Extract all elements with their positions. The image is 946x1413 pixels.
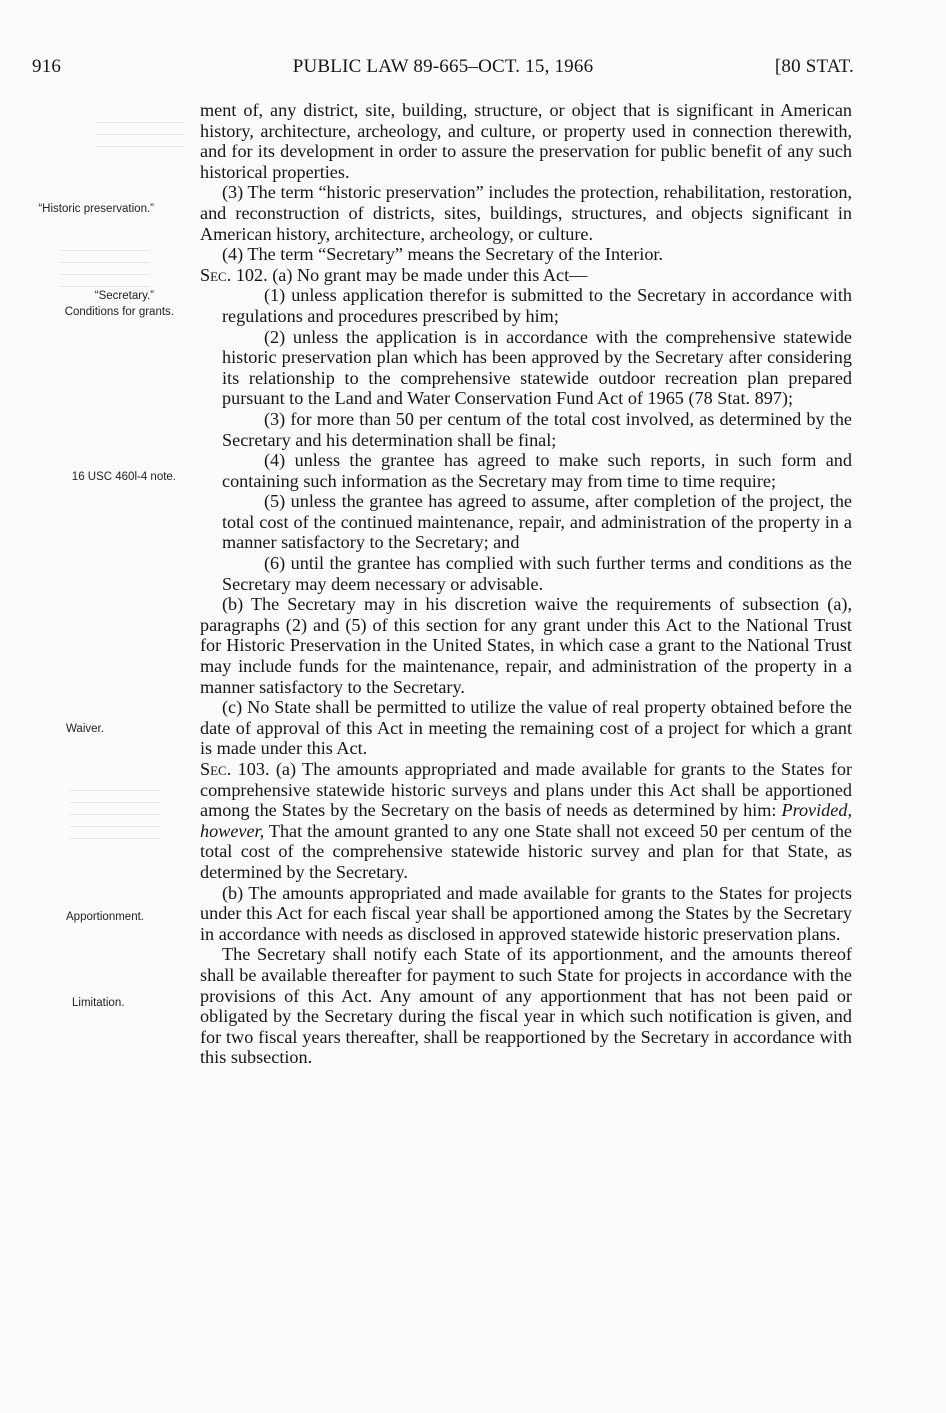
section-103-reapportionment: The Secretary shall notify each State of its apportionment, and the amounts thereof shall be available thereafter for payment to such State for projects in accordance with the provisions of this Act. Any amount of any apportionment that has not been paid or obligated by the Secretary during the fiscal year in which such notification is given, and for two fiscal years thereafter, shall be reapportioned by the Secretary in accordance with this subsection. xyxy=(200,944,852,1068)
running-title: PUBLIC LAW 89-665–OCT. 15, 1966 xyxy=(292,56,594,77)
paragraph-real-property: (c) No State shall be permitted to utilize the value of real property obtained before the date of approval of this Act in meeting the remaining cost of a project for which a grant is made under this Act. xyxy=(200,697,852,759)
margin-note-usc-reference: 16 USC 460l-4 note. xyxy=(71,471,176,483)
page-header xyxy=(32,56,854,82)
margin-note-conditions-for-grants: Conditions for grants. xyxy=(64,306,174,318)
section-label: Sec. xyxy=(200,759,232,779)
section-103-paragraph-a: Sec. 103. (a) The amounts appropriated and made available for grants to the States for comprehensive statewide historic surveys and plans under this Act shall be apportioned among the States by the Secretary on the basis of needs as determined by him: Provided, however, That the amount granted to any one State shall not exceed 50 per centum of the total cost of the comprehensive statewide historic survey and plan for that State, as determined by the Secretary. xyxy=(200,759,853,882)
statute-volume: [80 STAT. xyxy=(774,56,854,77)
paragraph-historic-preservation-definition: (3) The term “historic preservation” includes the protection, rehabilitation, restoration, and reconstruction of districts, sites, buildings, structures, and objects significant in American history, architecture, archeology, or culture. xyxy=(200,182,852,244)
section-103-paragraph-b: (b) The amounts appropriated and made available for grants to the States for projects under this Act for each fiscal year shall be apportioned among the States by the Secretary in accordance with needs as disclosed in approved statewide historic preservation plans. xyxy=(200,882,852,944)
list-item: (2) unless the application is in accordance with the comprehensive statewide historic preservation plan which has been approved by the Secretary after considering its relationship to the comprehensive statewide outdoor recreation plan prepared pursuant to the Land and Water Conservation Fund Act of 1965 (78 Stat. 897); xyxy=(222,326,852,409)
section-label: Sec. xyxy=(200,264,232,285)
paragraph-continuation: ment of, any district, site, building, structure, or object that is significant in American history, architecture, archeology, and culture, or property used in connection therewith, and for its development in order to assure the preservation for public benefit of any such historical properties. xyxy=(200,100,852,182)
margin-note-limitation: Limitation. xyxy=(72,997,125,1009)
margin-note-historic-preservation: “Historic preservation.” xyxy=(38,203,154,215)
list-item: (6) until the grantee has complied with such further terms and conditions as the Secretary may deem necessary or advisable. xyxy=(222,553,852,594)
margin-note-apportionment: Apportionment. xyxy=(66,911,144,923)
margin-note-waiver: Waiver. xyxy=(66,723,104,735)
paragraph-waiver: (b) The Secretary may in his discretion waive the requirements of subsection (a), paragraphs (2) and (5) of this section for any grant under this Act to the National Trust for Historic Preservation in the United States, in which case a grant to the National Trust may include funds for the maintenance, repair, and administration of the property in a manner satisfactory to the Secretary. xyxy=(200,594,852,697)
bleed-through-mark xyxy=(60,250,150,290)
page-number: 916 xyxy=(32,56,62,77)
bleed-through-mark xyxy=(95,122,185,148)
list-item: (5) unless the grantee has agreed to assume, after completion of the project, the total cost of the continued maintenance, repair, and administration of the property in a manner satisfactory to the Secretary; and xyxy=(222,491,852,553)
list-item: (1) unless application therefor is submitted to the Secretary in accordance with regulations and procedures prescribed by him; xyxy=(222,285,852,326)
grant-conditions-list xyxy=(200,285,852,594)
paragraph-secretary-definition: (4) The term “Secretary” means the Secretary of the Interior. xyxy=(222,244,664,265)
proviso: Provided, however, xyxy=(200,800,852,841)
margin-note-secretary: “Secretary.” xyxy=(94,290,154,302)
list-item: (3) for more than 50 per centum of the total cost involved, as determined by the Secretary and his determination shall be final; xyxy=(222,408,852,450)
statute-body xyxy=(200,100,852,1068)
bleed-through-mark xyxy=(70,790,160,850)
section-102-heading: Sec. 102. (a) No grant may be made under this Act— xyxy=(200,264,588,285)
list-item: (4) unless the grantee has agreed to make such reports, in such form and containing such information as the Secretary may from time to time require; xyxy=(222,450,852,491)
